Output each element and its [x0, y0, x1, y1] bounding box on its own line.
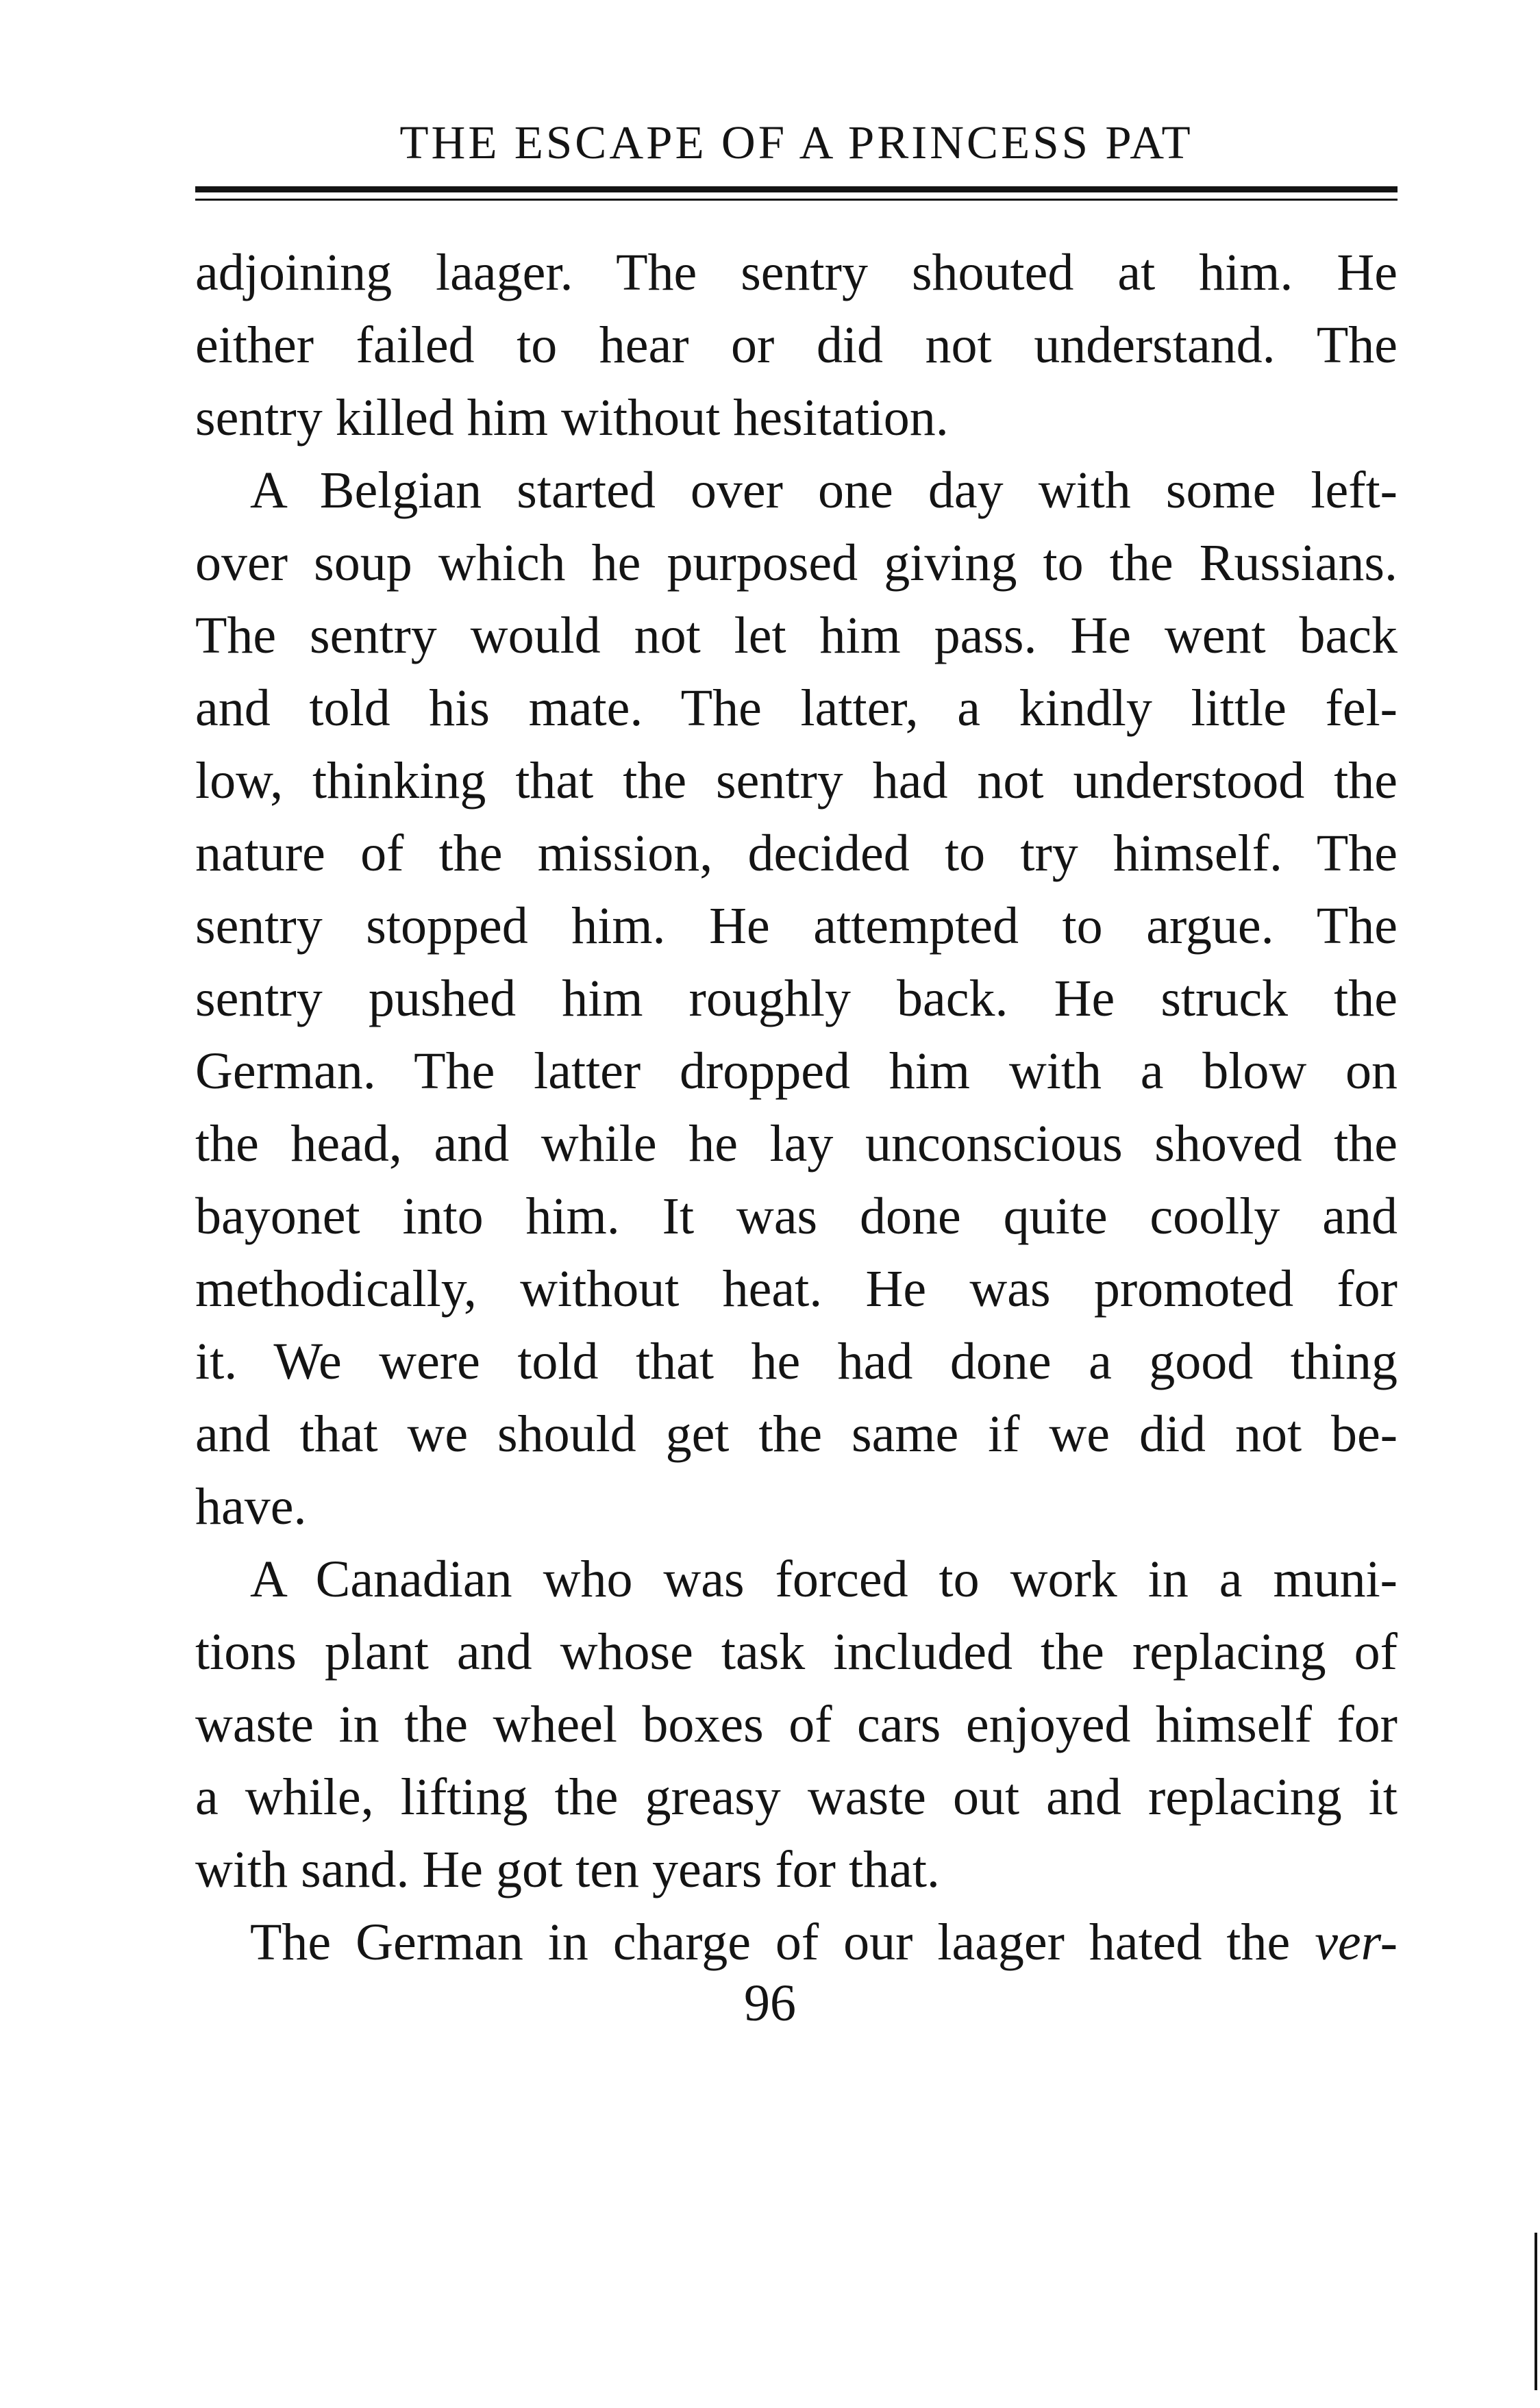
text-line: waste in the wheel boxes of cars enjoyed himself for [195, 1696, 1398, 1753]
text-line-roman: The German in charge of our laager hated the [250, 1914, 1291, 1971]
body-text [195, 236, 1398, 1979]
text-line: adjoining laager. The sentry shouted at him. He [195, 244, 1398, 301]
text-line [195, 1906, 1398, 1979]
text-line: sentry killed him without hesitation. [195, 389, 949, 447]
text-line: low, thinking that the sentry had not understood the [195, 752, 1398, 810]
text-line: and that we should get the same if we did not be- [195, 1405, 1398, 1463]
text-line: have. [195, 1478, 307, 1535]
text-line: either failed to hear or did not understand. The [195, 316, 1398, 374]
text-line: methodically, without heat. He was promoted for [195, 1260, 1398, 1318]
text-line: a while, lifting the greasy waste out and replacing it [195, 1768, 1398, 1826]
header-rule-thick [195, 186, 1398, 192]
text-line: nature of the mission, decided to try himself. The [195, 825, 1398, 882]
text-line: with sand. He got ten years for that. [195, 1841, 940, 1898]
text-line: German. The latter dropped him with a blow on [195, 1042, 1398, 1100]
text-line: sentry stopped him. He attempted to argue. The [195, 897, 1398, 955]
text-line: A Belgian started over one day with some left- [250, 462, 1398, 519]
page-number: 96 [744, 1974, 796, 2032]
text-line: bayonet into him. It was done quite coolly and [195, 1188, 1398, 1245]
text-line: sentry pushed him roughly back. He struck the [195, 970, 1398, 1027]
running-head: THE ESCAPE OF A PRINCESS PAT [399, 116, 1193, 168]
paragraph [195, 1906, 1398, 1979]
text-line: over soup which he purposed giving to the Russians. [195, 534, 1398, 592]
paragraph [195, 236, 1398, 454]
text-line: tions plant and whose task included the replacing of [195, 1623, 1398, 1681]
header-rule-thin [195, 199, 1398, 201]
paragraph [195, 1543, 1398, 1906]
paragraph [195, 454, 1398, 1543]
text-line: A Canadian who was forced to work in a muni- [250, 1551, 1398, 1608]
text-line: The sentry would not let him pass. He went back [195, 607, 1398, 664]
text-line: the head, and while he lay unconscious shoved the [195, 1115, 1398, 1172]
scan-edge-mark [1535, 2233, 1537, 2390]
text-line: it. We were told that he had done a good thing [195, 1333, 1398, 1390]
italic-word: ver- [1315, 1914, 1398, 1971]
text-line: and told his mate. The latter, a kindly little fel- [195, 679, 1398, 737]
